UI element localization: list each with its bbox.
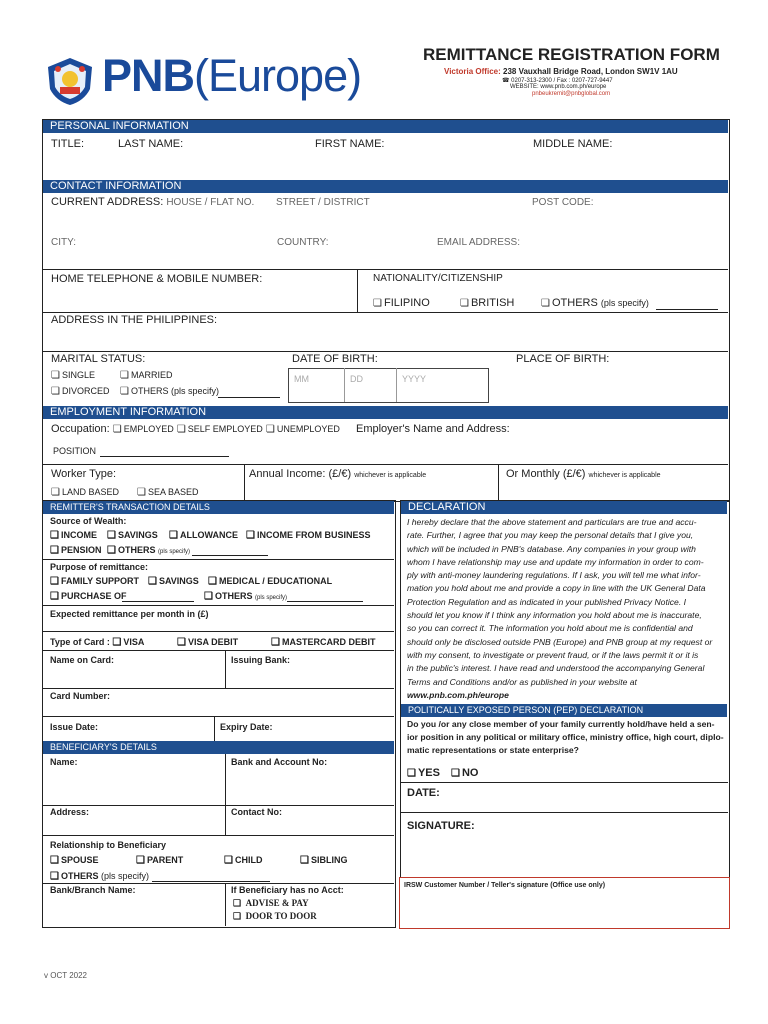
- pep-question-line: Do you /or any close member of your family currently hold/have held a sen-: [407, 719, 715, 729]
- divider-issue: [43, 716, 394, 717]
- divider-issuing-v: [225, 650, 226, 688]
- wealth-specify-line: [192, 555, 268, 556]
- expected-remittance-label[interactable]: Expected remittance per month in (£): [50, 609, 209, 619]
- marital-others-checkbox[interactable]: ❏ OTHERS (pls specify): [120, 386, 219, 397]
- british-checkbox[interactable]: ❏ BRITISH: [460, 297, 514, 309]
- beneficiary-address-label[interactable]: Address:: [50, 807, 90, 817]
- street-district-label[interactable]: STREET / DISTRICT: [276, 197, 370, 208]
- declaration-line: Terms and Conditions and/or as published in your website at: [407, 676, 637, 687]
- beneficiary-name-label[interactable]: Name:: [50, 757, 78, 767]
- declaration-line: whom I have relationship may use and update my information in order to com-: [407, 556, 704, 567]
- advise-pay-checkbox[interactable]: [233, 898, 309, 909]
- medical-checkbox[interactable]: ❏ MEDICAL / EDUCATIONAL: [208, 576, 332, 587]
- first-name-label[interactable]: FIRST NAME:: [315, 138, 385, 150]
- declaration-line: which will be included in PNB's database. Any companies in your group with: [407, 543, 696, 554]
- email-text: pnbeukremit@pnbglobal.com: [532, 91, 611, 97]
- visa-checkbox[interactable]: ❏ VISA: [112, 637, 144, 647]
- divider-pep-date: [400, 782, 728, 783]
- office-line: [444, 67, 678, 76]
- occupation-label: Occupation:: [51, 423, 110, 435]
- divider-address-ph: [43, 312, 728, 313]
- pep-header: POLITICALLY EXPOSED PERSON (PEP) DECLARATION: [401, 704, 727, 717]
- contact-no-label[interactable]: Contact No:: [231, 807, 282, 817]
- country-label[interactable]: COUNTRY:: [277, 237, 329, 248]
- logo-europe: (Europe): [194, 50, 362, 101]
- name-on-card-label[interactable]: Name on Card:: [50, 655, 115, 665]
- door-to-door-checkbox[interactable]: [233, 911, 317, 922]
- house-flat-label[interactable]: HOUSE / FLAT NO.: [166, 197, 255, 208]
- pep-date-label[interactable]: DATE:: [407, 787, 440, 799]
- purpose-pls-specify: (pls specify): [255, 595, 288, 601]
- issuing-bank-label[interactable]: Issuing Bank:: [231, 655, 291, 665]
- relationship-specify-line: [152, 881, 270, 882]
- advise-pay-label: ADVISE & PAY: [245, 898, 309, 908]
- marital-status-label: MARITAL STATUS:: [51, 353, 146, 365]
- form-title: REMITTANCE REGISTRATION FORM: [423, 45, 720, 64]
- divider-contact-v: [225, 805, 226, 835]
- current-address-label: CURRENT ADDRESS:: [51, 196, 164, 208]
- middle-name-label[interactable]: MIDDLE NAME:: [533, 138, 613, 150]
- card-type-line: [50, 637, 144, 648]
- advise-pay-box-icon: ❏: [233, 898, 242, 908]
- source-of-wealth-label: Source of Wealth:: [50, 516, 127, 526]
- relationship-others-checkbox[interactable]: ❏ OTHERS: [50, 871, 98, 881]
- website-text: WEBSITE: www.pnb.com.ph/europe: [510, 84, 607, 90]
- door-to-door-box-icon: ❏: [233, 911, 242, 921]
- wealth-pls-specify: (pls specify): [158, 549, 191, 555]
- declaration-line: should let you know if I think any information you hold about me is inaccurate,: [407, 610, 702, 621]
- logo-text: [102, 50, 361, 102]
- employer-label[interactable]: Employer's Name and Address:: [356, 423, 510, 435]
- marital-specify-line: [218, 397, 280, 398]
- pls-specify-label: (pls specify): [600, 298, 649, 308]
- divider-card-number: [43, 688, 394, 689]
- divider-bank-acct-v: [225, 754, 226, 805]
- sea-based-checkbox[interactable]: ❏ SEA BASED: [137, 487, 199, 498]
- issue-date-label[interactable]: Issue Date:: [50, 722, 99, 732]
- position-label[interactable]: POSITION: [53, 446, 97, 456]
- relationship-others-line[interactable]: [50, 871, 149, 882]
- office-address: 238 Vauxhall Bridge Road, London SW1V 1AU: [503, 67, 678, 76]
- purchase-line: [122, 601, 194, 602]
- employed-checkbox[interactable]: ❏ EMPLOYED: [113, 424, 174, 434]
- monthly-income-label: Or Monthly (£/€): [506, 468, 586, 480]
- declaration-line: with my consent, to investigate or prevent fraud, or if the laws permit it or it is: [407, 649, 699, 660]
- monthly-income-line[interactable]: [506, 468, 661, 480]
- version-label: v OCT 2022: [44, 971, 87, 980]
- whichever-label-2: whichever is applicable: [588, 472, 661, 479]
- office-label: Victoria Office:: [444, 67, 501, 76]
- email-address-label[interactable]: EMAIL ADDRESS:: [437, 237, 520, 248]
- post-code-label[interactable]: POST CODE:: [532, 197, 594, 208]
- purpose-specify-line: [287, 601, 363, 602]
- nationality-label: NATIONALITY/CITIZENSHIP: [373, 273, 503, 284]
- date-of-birth-label: DATE OF BIRTH:: [292, 353, 378, 365]
- purpose-label: Purpose of remittance:: [50, 562, 149, 572]
- divider-income-v1: [244, 464, 245, 500]
- dob-dd: DD: [350, 374, 363, 384]
- expiry-date-label[interactable]: Expiry Date:: [220, 722, 273, 732]
- dob-yyyy: YYYY: [402, 374, 427, 384]
- dob-field[interactable]: [288, 368, 489, 403]
- contact-info-header: CONTACT INFORMATION: [43, 180, 728, 193]
- divider-card-name: [43, 650, 394, 651]
- declaration-line: should only be disclosed outside PNB (Europe) and PNB group at my request or: [407, 636, 713, 647]
- bank-branch-label[interactable]: Bank/Branch Name:: [50, 885, 136, 895]
- divider-nationality-v: [357, 269, 358, 312]
- pension-checkbox[interactable]: ❏ PENSION: [50, 545, 101, 556]
- declaration-line: Protection Regulation and as indicated in your published Privacy Notice. I: [407, 596, 686, 607]
- declaration-line: rate. Further, I agree that you may keep the personal details that I give you,: [407, 530, 694, 541]
- address-philippines-label[interactable]: ADDRESS IN THE PHILIPPINES:: [51, 314, 218, 326]
- place-of-birth-label[interactable]: PLACE OF BIRTH:: [516, 353, 610, 365]
- nationality-others[interactable]: [541, 297, 649, 309]
- savings-checkbox[interactable]: ❏ SAVINGS: [107, 530, 158, 541]
- parent-checkbox[interactable]: ❏ PARENT: [136, 855, 183, 866]
- declaration-header: DECLARATION: [401, 501, 727, 514]
- visa-debit-checkbox[interactable]: ❏ VISA DEBIT: [177, 637, 238, 648]
- dob-div-2: [396, 368, 397, 402]
- relationship-label: Relationship to Beneficiary: [50, 840, 167, 850]
- phone-icon: ☎: [502, 78, 510, 84]
- divider-expected: [43, 605, 394, 606]
- divider-card-type: [43, 631, 394, 632]
- divider-ben-address: [43, 805, 394, 806]
- filipino-checkbox[interactable]: ❏ FILIPINO: [373, 297, 430, 309]
- dob-div-1: [344, 368, 345, 402]
- city-label[interactable]: CITY:: [51, 237, 77, 248]
- whichever-label-1: whichever is applicable: [354, 472, 427, 479]
- land-based-checkbox[interactable]: ❏ LAND BASED: [51, 487, 119, 498]
- declaration-line: so you can correct it. The information you hold about me is confidential and: [407, 623, 693, 634]
- office-use-label: IRSW Customer Number / Teller's signature (Office use only): [404, 882, 606, 889]
- pep-question: [407, 718, 725, 757]
- home-telephone-label[interactable]: HOME TELEPHONE & MOBILE NUMBER:: [51, 273, 263, 285]
- others-specify-line: [656, 309, 718, 310]
- no-acct-label: If Beneficiary has no Acct:: [231, 885, 344, 895]
- family-support-checkbox[interactable]: ❏ FAMILY SUPPORT: [50, 576, 139, 587]
- dob-mm: MM: [294, 374, 309, 384]
- title-label[interactable]: TITLE:: [51, 138, 85, 150]
- occupation-line: [51, 423, 340, 435]
- divider-relationship: [43, 835, 394, 836]
- divider-pep-signature: [400, 812, 728, 813]
- declaration-website[interactable]: www.pnb.com.ph/europe: [407, 689, 509, 700]
- declaration-line: mation you hold about me and provide a copy in line with the UK General Data: [407, 583, 706, 594]
- income-business-checkbox[interactable]: ❏ INCOME FROM BUSINESS: [246, 530, 370, 541]
- purpose-others-line[interactable]: [204, 591, 287, 602]
- wealth-others-line[interactable]: [107, 545, 190, 556]
- last-name-label[interactable]: LAST NAME:: [118, 138, 184, 150]
- single-checkbox[interactable]: ❏ SINGLE: [51, 370, 95, 381]
- worker-type-label: Worker Type:: [51, 468, 117, 480]
- transaction-header: REMITTER'S TRANSACTION DETAILS: [43, 501, 394, 514]
- phone-text: 0207-313-2300 / Fax : 0207-727-9447: [511, 78, 613, 84]
- main-form-border: [42, 119, 730, 502]
- child-checkbox[interactable]: ❏ CHILD: [224, 855, 262, 866]
- personal-info-header: PERSONAL INFORMATION: [43, 120, 728, 133]
- declaration-line: in the public's interest. I have read and understood the accompanying General: [407, 663, 705, 674]
- card-type-label: Type of Card :: [50, 637, 110, 647]
- current-address-line: [51, 196, 254, 208]
- self-employed-checkbox[interactable]: ❏ SELF EMPLOYED: [177, 424, 263, 434]
- annual-income-line[interactable]: [249, 468, 426, 480]
- married-checkbox[interactable]: ❏ MARRIED: [120, 370, 172, 381]
- pep-yes-checkbox[interactable]: ❏ YES: [407, 767, 440, 779]
- divider-marital: [43, 351, 728, 352]
- relationship-pls-specify: (pls specify): [101, 871, 150, 881]
- pep-no-checkbox[interactable]: ❏ NO: [451, 767, 478, 779]
- mastercard-checkbox[interactable]: ❏ MASTERCARD DEBIT: [271, 637, 375, 648]
- bank-account-label[interactable]: Bank and Account No:: [231, 757, 328, 767]
- declaration-text: [407, 516, 723, 702]
- card-number-label[interactable]: Card Number:: [50, 691, 111, 701]
- door-to-door-label: DOOR TO DOOR: [245, 911, 317, 921]
- divorced-checkbox[interactable]: ❏ DIVORCED: [51, 386, 109, 397]
- declaration-line: I hereby declare that the above statement and particulars are true and accu-: [407, 517, 697, 527]
- pnb-logo-seal: [44, 55, 96, 107]
- sibling-checkbox[interactable]: ❏ SIBLING: [300, 855, 347, 866]
- divider-phone: [43, 269, 728, 270]
- income-checkbox[interactable]: ❏ INCOME: [50, 530, 97, 541]
- others-checkbox[interactable]: ❏ OTHERS: [541, 297, 598, 309]
- employment-info-header: EMPLOYMENT INFORMATION: [43, 406, 728, 419]
- allowance-checkbox[interactable]: ❏ ALLOWANCE: [169, 530, 238, 541]
- pep-question-line: matic representations or state enterprise?: [407, 745, 579, 755]
- divider-no-acct-v: [225, 883, 226, 926]
- spouse-checkbox[interactable]: ❏ SPOUSE: [50, 855, 98, 866]
- unemployed-checkbox[interactable]: ❏ UNEMPLOYED: [266, 424, 340, 434]
- logo-pnb: PNB: [102, 50, 195, 101]
- divider-purpose: [43, 559, 394, 560]
- divider-bank-branch: [43, 883, 394, 884]
- signature-label[interactable]: SIGNATURE:: [407, 820, 475, 832]
- pep-question-line: ior position in any political or military office, ministry office, high court, diplo-: [407, 732, 724, 742]
- beneficiary-header: BENEFICIARY'S DETAILS: [43, 741, 394, 754]
- position-line: [100, 456, 229, 457]
- divider-expiry-v: [214, 716, 215, 741]
- divider-worker: [43, 464, 728, 465]
- purpose-savings-checkbox[interactable]: ❏ SAVINGS: [148, 576, 199, 587]
- purchase-of-checkbox[interactable]: ❏ PURCHASE OF: [50, 591, 126, 602]
- annual-income-label: Annual Income: (£/€): [249, 468, 352, 480]
- divider-income-v2: [498, 464, 499, 500]
- wealth-others-checkbox[interactable]: ❏ OTHERS: [107, 545, 155, 555]
- phone-line: [502, 77, 613, 84]
- purpose-others-checkbox[interactable]: ❏ OTHERS: [204, 591, 252, 601]
- declaration-line: ply with anti-money laundering regulations. If I ask, you will tell me what infor-: [407, 570, 701, 581]
